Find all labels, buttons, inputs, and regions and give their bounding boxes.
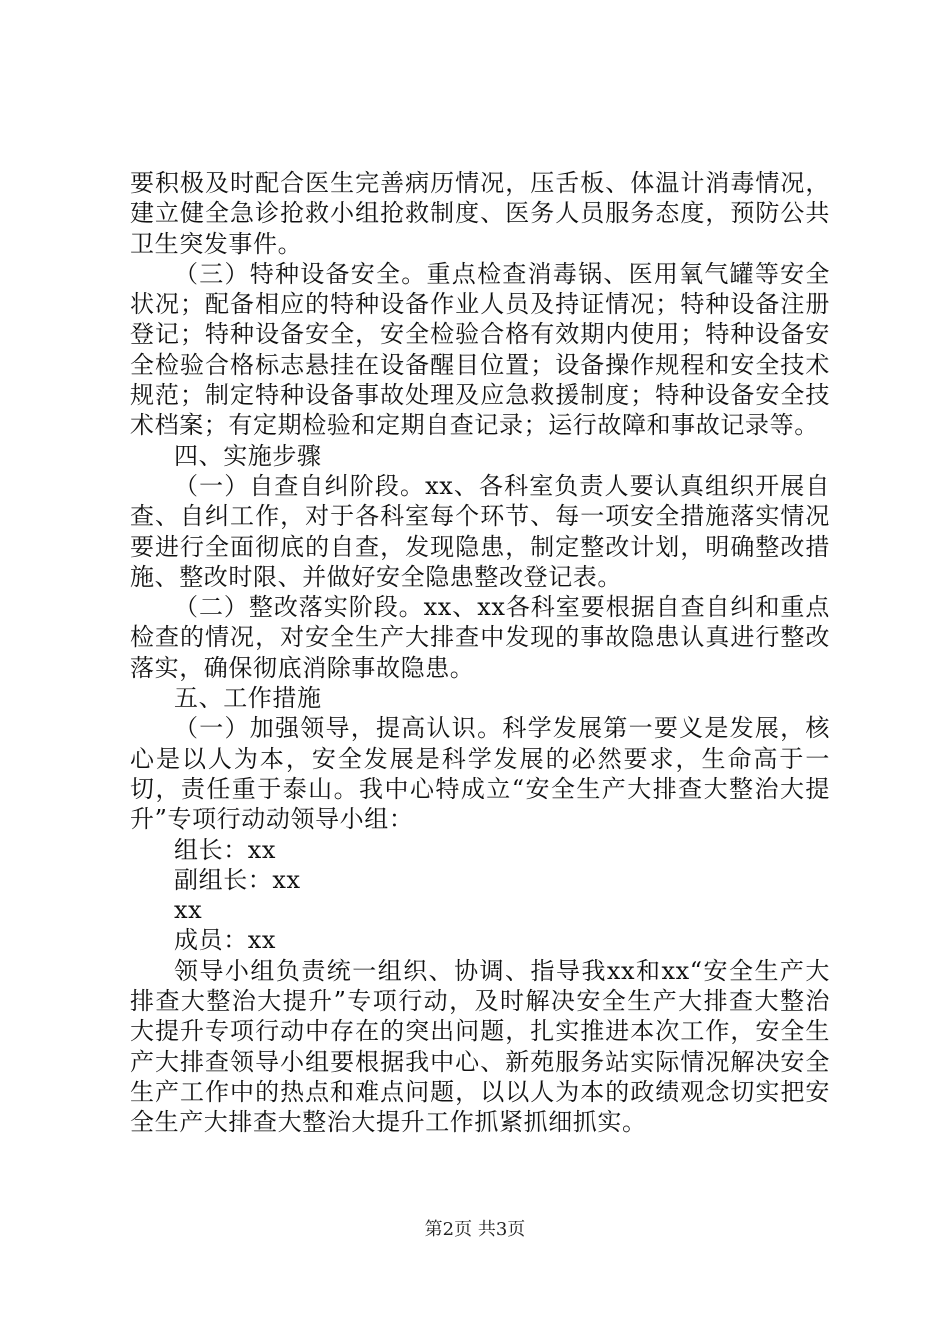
paragraph: （三）特种设备安全。重点检查消毒锅、医用氧气罐等安全状况；配备相应的特种设备作业人员及持证情况；特种设备注册登记；特种设备安全，安全检验合格有效期内使用；特种设备安全检验合格标志悬挂在设备醒目位置；设备操作规程和安全技术规范；制定特种设备事故处理及应急救援制度；特种设备安全技术档案；有定期检验和定期自查记录；运行故障和事故记录等。 [130,259,830,440]
paragraph: （一）自查自纠阶段。xx、各科室负责人要认真组织开展自查、自纠工作，对于各科室每个环节、每一项安全措施落实情况要进行全面彻底的自查，发现隐患，制定整改计划，明确整改措施、整改时限、并做好安全隐患整改登记表。 [130,471,830,591]
paragraph: 组长：xx [174,835,277,864]
page-footer: 第2页 共3页 [424,1219,526,1240]
document-body [130,168,830,1138]
paragraph: （二）整改落实阶段。xx、xx各科室要根据自查自纠和重点检查的情况，对安全生产大排查中发现的事故隐患认真进行整改落实，确保彻底消除事故隐患。 [130,593,830,682]
paragraph: xx [174,896,203,925]
paragraph: 要积极及时配合医生完善病历情况，压舌板、体温计消毒情况，建立健全急诊抢救小组抢救制度、医务人员服务态度，预防公共卫生突发事件。 [130,169,830,258]
paragraph: （一）加强领导，提高认识。科学发展第一要义是发展，核心是以人为本，安全发展是科学发展的必然要求，生命高于一切，责任重于泰山。我中心特成立“安全生产大排查大整治大提升”专项行动动领导小组： [130,714,830,834]
paragraph: 四、实施步骤 [174,441,322,470]
paragraph: 副组长：xx [174,865,301,894]
paragraph: 领导小组负责统一组织、协调、指导我xx和xx“安全生产大排查大整治大提升”专项行动，及时解决安全生产大排查大整治大提升专项行动中存在的突出问题，扎实推进本次工作，安全生产大排查领导小组要根据我中心、新苑服务站实际情况解决安全生产工作中的热点和难点问题，以以人为本的政绩观念切实把安全生产大排查大整治大提升工作抓紧抓细抓实。 [130,956,830,1137]
paragraph: 五、工作措施 [174,684,322,713]
paragraph: 成员：xx [174,926,277,955]
